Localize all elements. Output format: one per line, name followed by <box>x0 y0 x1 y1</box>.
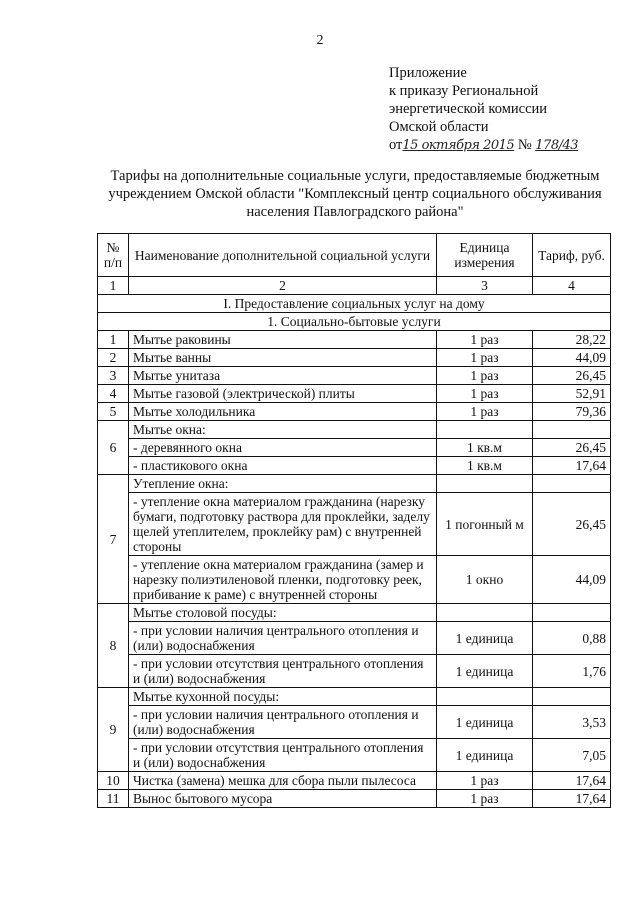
table-header-row <box>98 234 611 277</box>
subrow-name: - при условии наличия центрального отопления и (или) водоснабжения <box>129 706 437 739</box>
subsection-row <box>98 313 611 331</box>
row-tariff: 52,91 <box>533 385 611 403</box>
table-subrow <box>98 556 611 604</box>
subrow-tariff: 3,53 <box>533 706 611 739</box>
subrow-name: - при условии отсутствия центрального отопления и (или) водоснабжения <box>129 655 437 688</box>
subrow-unit: 1 погонный м <box>437 493 533 556</box>
table-row <box>98 367 611 385</box>
row-tariff <box>533 604 611 622</box>
document-title: Тарифы на дополнительные социальные услуги, предоставляемые бюджетным учреждением Омской области "Комплексный центр социального обслуживания населения Павлоградского района" <box>108 168 602 220</box>
section-row <box>98 295 611 313</box>
row-unit: 1 раз <box>437 403 533 421</box>
table-subrow <box>98 493 611 556</box>
subrow-tariff: 26,45 <box>533 439 611 457</box>
row-name: Мытье окна: <box>129 421 437 439</box>
row-tariff: 79,36 <box>533 403 611 421</box>
row-name: Мытье кухонной посуды: <box>129 688 437 706</box>
row-unit: 1 раз <box>437 772 533 790</box>
row-num: 2 <box>98 349 129 367</box>
row-unit <box>437 688 533 706</box>
table-row <box>98 385 611 403</box>
subrow-name: - при условии отсутствия центрального отопления и (или) водоснабжения <box>129 739 437 772</box>
table-row <box>98 772 611 790</box>
subrow-unit: 1 кв.м <box>437 457 533 475</box>
row-name: Мытье газовой (электрической) плиты <box>129 385 437 403</box>
row-unit: 1 раз <box>437 367 533 385</box>
row-num: 9 <box>98 688 129 772</box>
row-num: 3 <box>98 367 129 385</box>
row-unit: 1 раз <box>437 790 533 808</box>
row-tariff <box>533 475 611 493</box>
row-unit <box>437 604 533 622</box>
subrow-name: - утепление окна материалом гражданина (замер и нарезку полиэтиленовой пленки, подготовку реек, прибивание к раме) с внутренней стороны <box>129 556 437 604</box>
table-subrow <box>98 739 611 772</box>
col-number: 1 <box>98 277 129 295</box>
subrow-tariff: 17,64 <box>533 457 611 475</box>
subrow-name: - утепление окна материалом гражданина (нарезку бумаги, подготовку раствора для проклейки, заделу щелей утеплителем, проклейку рам) с внутренней стороны <box>129 493 437 556</box>
subrow-unit: 1 единица <box>437 622 533 655</box>
row-tariff <box>533 688 611 706</box>
header-tariff: Тариф, руб. <box>533 234 611 277</box>
row-unit: 1 раз <box>437 331 533 349</box>
row-name: Утепление окна: <box>129 475 437 493</box>
tariff-table <box>97 233 611 808</box>
row-tariff: 28,22 <box>533 331 611 349</box>
section-title: I. Предоставление социальных услуг на дому <box>98 295 611 313</box>
row-tariff: 26,45 <box>533 367 611 385</box>
subrow-tariff: 0,88 <box>533 622 611 655</box>
row-name: Мытье холодильника <box>129 403 437 421</box>
row-num: 8 <box>98 604 129 688</box>
row-tariff <box>533 421 611 439</box>
table-row <box>98 475 611 493</box>
row-num: 7 <box>98 475 129 604</box>
appendix-line: энергетической комиссии <box>389 101 548 117</box>
row-num: 6 <box>98 421 129 475</box>
handwritten-number: 178/43 <box>535 138 579 153</box>
col-number: 2 <box>129 277 437 295</box>
row-tariff: 17,64 <box>533 790 611 808</box>
col-number: 4 <box>533 277 611 295</box>
row-name: Мытье раковины <box>129 331 437 349</box>
row-num: 4 <box>98 385 129 403</box>
table-subrow <box>98 457 611 475</box>
table-row <box>98 331 611 349</box>
col-number: 3 <box>437 277 533 295</box>
row-num: 10 <box>98 772 129 790</box>
header-num: № п/п <box>98 234 129 277</box>
row-unit <box>437 421 533 439</box>
row-tariff: 44,09 <box>533 349 611 367</box>
row-num: 5 <box>98 403 129 421</box>
table-subrow <box>98 706 611 739</box>
subsection-title: 1. Социально-бытовые услуги <box>98 313 611 331</box>
row-name: Чистка (замена) мешка для сбора пыли пылесоса <box>129 772 437 790</box>
appendix-line: к приказу Региональной <box>389 83 539 99</box>
row-name: Мытье столовой посуды: <box>129 604 437 622</box>
column-number-row <box>98 277 611 295</box>
subrow-unit: 1 кв.м <box>437 439 533 457</box>
subrow-tariff: 26,45 <box>533 493 611 556</box>
date-prefix: от <box>389 137 403 153</box>
row-unit <box>437 475 533 493</box>
subrow-unit: 1 единица <box>437 655 533 688</box>
table-row <box>98 349 611 367</box>
table-row <box>98 688 611 706</box>
page-number: 2 <box>316 33 324 48</box>
table-row <box>98 604 611 622</box>
appendix-line: Приложение <box>389 65 467 81</box>
subrow-tariff: 7,05 <box>533 739 611 772</box>
row-num: 1 <box>98 331 129 349</box>
table-subrow <box>98 622 611 655</box>
subrow-unit: 1 единица <box>437 706 533 739</box>
row-num: 11 <box>98 790 129 808</box>
row-unit: 1 раз <box>437 349 533 367</box>
subrow-name: - пластикового окна <box>129 457 437 475</box>
appendix-block <box>389 64 578 155</box>
subrow-name: - деревянного окна <box>129 439 437 457</box>
subrow-unit: 1 единица <box>437 739 533 772</box>
subrow-unit: 1 окно <box>437 556 533 604</box>
table-subrow <box>98 655 611 688</box>
row-name: Мытье унитаза <box>129 367 437 385</box>
header-name: Наименование дополнительной социальной услуги <box>129 234 437 277</box>
row-unit: 1 раз <box>437 385 533 403</box>
header-unit: Единица измерения <box>437 234 533 277</box>
table-subrow <box>98 439 611 457</box>
appendix-line: Омской области <box>389 119 489 135</box>
subrow-tariff: 44,09 <box>533 556 611 604</box>
handwritten-date: 15 октября 2015 <box>402 138 515 153</box>
table-row <box>98 790 611 808</box>
row-name: Вынос бытового мусора <box>129 790 437 808</box>
row-name: Мытье ванны <box>129 349 437 367</box>
subrow-name: - при условии наличия центрального отопления и (или) водоснабжения <box>129 622 437 655</box>
appendix-date-line <box>389 136 578 155</box>
table-row <box>98 403 611 421</box>
row-tariff: 17,64 <box>533 772 611 790</box>
number-prefix: № <box>517 137 532 153</box>
table-row <box>98 421 611 439</box>
subrow-tariff: 1,76 <box>533 655 611 688</box>
